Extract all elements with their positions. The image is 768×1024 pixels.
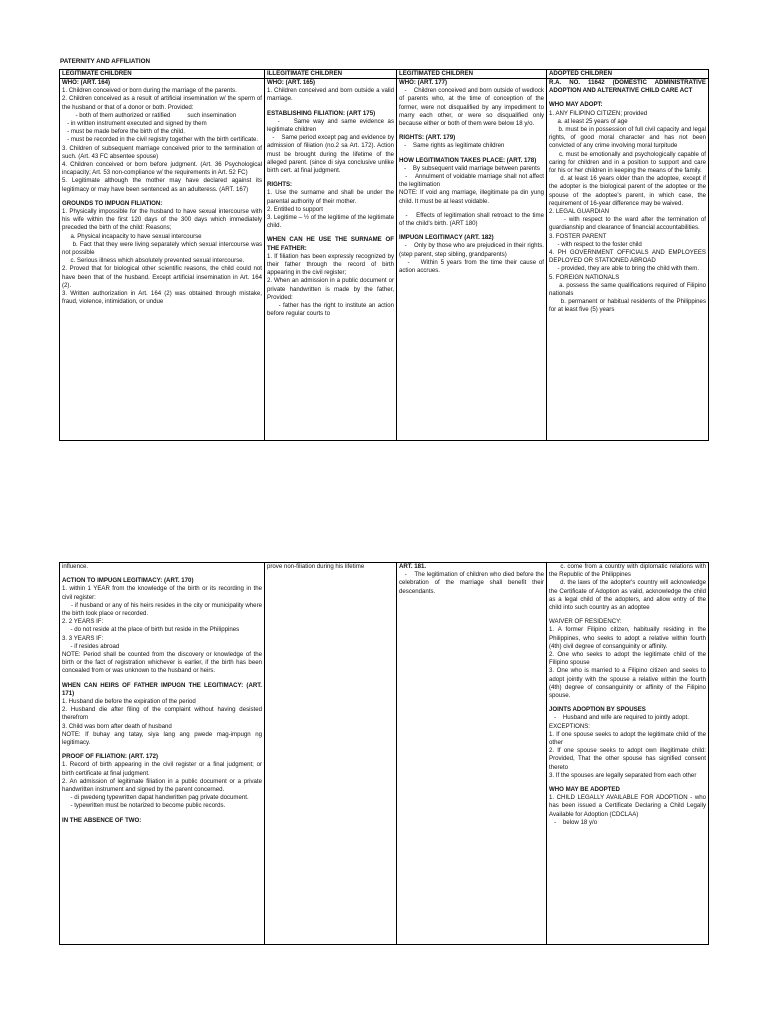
text-line: - The legitimation of children who died before the celebration of the marriage shall benefit their descendants. [399,571,546,595]
text-line: EXCEPTIONS: [549,722,590,730]
text-line: - father has the right to institute an action before regular courts to [267,302,396,318]
text-line: NOTE: Period shall be counted from the discovery or knowledge of the birth or the fact of registration whichever is earlier, if the birth has been concealed from or was unknown to the husband or heirs. [62,651,264,675]
section-heading: ART. 181. [399,563,427,570]
text-line: - must be made before the birth of the child. [62,128,185,136]
section-heading: ESTABLISHING FILIATION: (ART 175) [267,109,376,117]
text-line: 5. FOREIGN NATIONALS [549,273,620,281]
illegitimate-children-cell [265,79,397,441]
text-line: a. possess the same qualifications required of Filipino nationals [549,281,708,298]
text-line: 1. If filiation has been expressly recognized by their father through the record of birth appearing in the civil register; [267,252,396,277]
text-line: - if resides abroad [62,642,120,650]
text-line: - Effects of legitimation shall retroact to the time of the child's birth. (ART 180) [399,211,546,228]
text-line: 5. Legitimate although the mother may have declared against its legitimacy or may have been sentenced as an adulteress. (ART. 167) [62,177,264,193]
text-line: - Same period except pag and evidence by admission of filiation (no.2 sa Art. 172). Action must be brought during the lifetime of the alleged parent. (since di siya conclusive unlike birth cert. at final judgment. [267,134,396,175]
text-line: - both of them authorized or ratified such insemination [62,111,237,119]
text-line: 2. LEGAL GUARDIAN [549,208,610,216]
text-line: - di pwedeng typewritten dapat handwritten pag private document. [62,794,249,802]
paternity-table-page-2 [59,562,709,945]
text-line: 1. Use the surname and shall be under the parental authority of their mother. [267,189,396,205]
section-heading: IMPUGN LEGITIMACY (ART. 182) [399,234,494,242]
text-line: - Only by those who are prejudiced in their rights. (step parent, step sibling, grandparents) [399,242,546,258]
text-line: 3. 3 YEARS IF: [62,634,104,642]
text-line: - Annulment of voidable marriage shall not affect the legitimation [399,173,546,189]
text-line: - provided, they are able to bring the child with them. [549,265,700,273]
text-line: 3. Child was born after death of husband [62,722,172,730]
text-line: 1. Physically impossible for the husband to have sexual intercourse with his wife within the first 120 days of the 300 days which immediately preceded the birth of the child: Reasons; [62,208,264,232]
section-heading: R.A. NO. 11642 (DOMESTIC ADMINISTRATIVE ADOPTION AND ALTERNATIVE CHILD CARE ACT [549,79,708,95]
text-line: - must be recorded in the civil registry together with the birth certificate. [62,136,259,144]
text-line: 3. Legitime – ½ of the legitime of the legitimate child. [267,214,396,230]
text-line: WAIVER OF RESIDENCY: [549,618,622,626]
text-line: 3. Children of subsequent marriage conceived prior to the termination of such. (Art. 43 FC absentee spouse) [62,144,264,160]
text-line: - if husband or any of his heirs resides in the city or municipality where the birth took place or recorded. [62,601,264,618]
text-line: 3. FOSTER PARENT [549,232,607,240]
header-illegitimate-children: ILLEGITIMATE CHILDREN [265,70,397,79]
text-line: 2. Husband die after filing of the complaint without having desisted therefrom [62,706,264,722]
text-line: c. Serious illness which absolutely prevented sexual intercourse. [62,257,245,265]
text-line: - typewritten must be notarized to become public records. [62,802,226,810]
text-line: 1. Children conceived or born during the marriage of the parents. [62,87,237,95]
text-line: 4. PH GOVERNMENT OFFICIALS AND EMPLOYEES DEPLOYED OR STATIONED ABROAD [549,249,708,265]
legitimate-children-cell-cont [60,563,265,945]
section-heading: IN THE ABSENCE OF TWO: [62,816,142,824]
text-line: b. Fact that they were living separately which sexual intercourse was not possible [62,240,264,257]
text-line: - with respect to the ward after the termination of guardianship and clearance of financial accountabilities. [549,216,708,232]
text-line: 1. Husband die before the expiration of the period [62,698,196,706]
section-heading: PROOF OF FILIATION: (ART. 172) [62,753,159,761]
text-line: d. at least 16 years older than the adoptee, except if the adopter is the biological parent of the adoptee or the spouse of the adoptee's parent, in which case, the requirement of 16-year difference may be waived. [549,175,708,207]
header-adopted-children: ADOPTED CHILDREN [547,70,709,79]
illegitimate-children-cell-cont [265,563,397,945]
section-heading: RIGHTS: (ART. 179) [399,134,456,142]
text-line: NOTE: If void ang marriage, illegitimate pa din yung child. It must be at least voidable. [399,189,546,205]
text-line: d. the laws of the adopter's country will acknowledge the Certificate of Adoption as valid, acknowledge the child as a legal child of the adopters, and allow entry of the child into such country as an adoptee [549,579,708,612]
text-line: - in written instrument executed and signed by them [62,120,207,128]
text-line: 2. An admission of legitimate filiation in a public document or a private handwritten instrument and signed by the parent concerned. [62,777,264,794]
text-line: c. must be emotionally and psychologically capable of caring for children and in a position to support and care for his or her children in keeping the means of the family. [549,150,708,175]
text-line: NOTE: If buhay ang tatay, siya lang ang pwede mag-impugn ng legitimacy. [62,730,264,747]
adopted-children-cell [547,79,709,441]
text-line: 2. Children conceived as a result of artificial insemination w/ the sperm of the husband or that of a donor or both. Provided: [62,95,264,111]
section-heading: ACTION TO IMPUGN LEGITIMACY: (ART. 170) [62,577,194,585]
document-title: PATERNITY AND AFFILIATION [60,58,151,65]
text-line: 2. 2 YEARS IF: [62,618,104,626]
section-heading: WHO: (ART. 164) [62,79,111,86]
text-line: - By subsequent valid marriage between parents [399,164,540,172]
text-line: 2. If one spouse seeks to adopt own illegitimate child: Provided, That the other spouse has signified consent thereto [549,747,708,771]
text-line: - Same rights as legitimate children [399,142,505,150]
legitimate-children-cell [60,79,265,441]
section-heading: WHO MAY ADOPT: [549,101,603,109]
text-line: 1. If one spouse seeks to adopt the legitimate child of the other [549,730,708,747]
legitimated-children-cell-cont [397,563,547,945]
text-line: 1. within 1 YEAR from the knowledge of the birth or its recording in the civil register: [62,585,264,601]
text-line: 1. Record of birth appearing in the civil register or a final judgment; or birth certificate at final judgment. [62,761,264,777]
text-line: - Children conceived and born outside of wedlock of parents who, at the time of conception of the former, were not disqualified by any impediment to marry each other, or were so disqualified only because either or both of them were below 18 y/o. [399,87,546,128]
text-line: - do not reside at the place of birth but reside in the Philippines [62,626,240,634]
text-line: 1. A former Filipino citizen, habitually residing in the Philippines, who seeks to adopt a relative within fourth (4th) civil degree of consanguinity or affinity. [549,626,708,650]
text-line: - with respect to the foster child [549,240,642,248]
paternity-table-page-1 [59,69,709,441]
text-line: a. at least 25 years of age [549,117,628,125]
section-heading: WHO MAY BE ADOPTED [549,786,620,794]
text-line: - below 18 y/o [549,818,598,826]
text-line: 4. Children conceived or born before judgment. (Art. 36 Psychological incapacity; Art. 53 non-compliance w/ the requirements in Art. 52 FC) [62,161,264,177]
text-line: a. Physical incapacity to have sexual intercourse [62,232,202,240]
section-heading: RIGHTS: [267,181,293,189]
section-heading: HOW LEGITIMATION TAKES PLACE: (ART. 178) [399,156,537,164]
text-line: b. must be in possession of full civil capacity and legal rights, of good moral character and has not been convicted of any crime involving moral turpitude [549,126,708,150]
section-heading: WHO: (ART. 177) [399,79,448,86]
section-heading: WHEN CAN HEIRS OF FATHER IMPUGN THE LEGITIMACY: (ART. 171) [62,681,264,697]
text-line: 3. If the spouses are legally separated from each other [549,771,697,779]
text-line: 2. One who seeks to adopt the legitimate child of the Filipino spouse [549,651,708,667]
text-line: influence. [62,563,89,570]
header-legitimated-children: LEGITIMATED CHILDREN [397,70,547,79]
section-heading: WHO: (ART. 165) [267,79,316,86]
text-line: - Husband and wife are required to jointly adopt. [549,714,689,722]
text-line: 2. Entitled to support [267,205,323,213]
legitimated-children-cell [397,79,547,441]
text-line: c. come from a country with diplomatic relations with the Republic of the Philippines [549,563,708,579]
text-line: 3. One who is married to a Filipino citizen and seeks to adopt jointly with the spouse a relative within the fourth (4th) degree of consanguinity or affinity of the Filipino spouse. [549,667,708,700]
section-heading: JOINTS ADOPTION BY SPOUSES [549,706,646,714]
adopted-children-cell-cont [547,563,709,945]
text-line: 1. Children conceived and born outside a valid marriage. [267,87,396,103]
text-line: - Within 5 years from the time their cause of action accrues. [399,258,546,275]
section-heading: GROUNDS TO IMPUGN FILIATION: [62,199,163,207]
text-line: 1. CHILD LEGALLY AVAILABLE FOR ADOPTION - who has been issued a Certificate Declaring a Child Legally Available for Adoption (CDCLAA) [549,794,708,818]
text-line: 2. Proved that for biological other scientific reasons, the child could not have been that of the husband. Except artificial insemination in Art. 164 (2). [62,265,264,289]
text-line: prove non-filiation during his lifetime [267,563,365,570]
text-line: b. permanent or habitual residents of the Philippines for at least five (5) years [549,298,708,314]
header-legitimate-children: LEGITIMATE CHILDREN [60,70,265,79]
text-line: 2. When an admission in a public document or private handwritten is made by the father, Provided: [267,277,396,301]
text-line: 3. Written authorization in Art. 164 (2) was obtained through mistake, fraud, violence, intimidation, or undue [62,290,264,306]
section-heading: WHEN CAN HE USE THE SURNAME OF THE FATHER: [267,236,396,252]
text-line: 1. ANY FILIPINO CITIZEN; provided [549,109,648,117]
text-line: - Same way and same evidence as legitimate children [267,117,396,134]
